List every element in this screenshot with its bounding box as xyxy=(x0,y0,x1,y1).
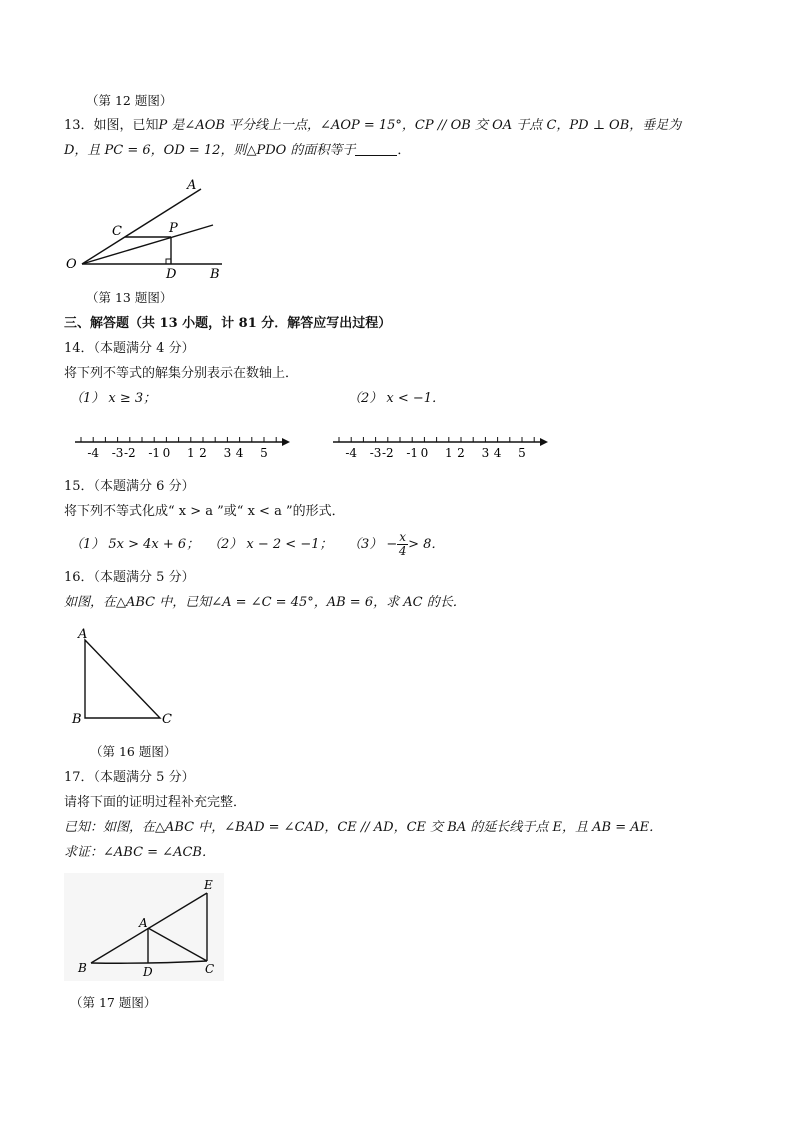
q13-text-line1: P 是∠AOB 平分线上一点，∠AOP = 15°，CP // OB 交 OA 于点 C，PD ⊥ OB，垂足为 xyxy=(158,118,682,133)
q15-part3-tail: > 8． xyxy=(408,537,445,552)
axis1-tick-label: -4 xyxy=(87,446,100,460)
q15-prompt: 将下列不等式化成“ x > a ”或“ x < a ”的形式． xyxy=(64,504,345,519)
q16-title: 16．（本题满分 5 分） xyxy=(64,570,195,585)
q14-title: 14．（本题满分 4 分） xyxy=(64,341,195,356)
q16-text: 如图，在△ABC 中，已知∠A = ∠C = 45°，AB = 6，求 AC 的长． xyxy=(64,595,466,610)
axis1-tick-label: 0 xyxy=(162,446,171,460)
q16-point-a-label: A xyxy=(78,627,88,642)
q13-text-line2: D，且 PC = 6，OD = 12，则△PDO 的面积等于 xyxy=(64,143,356,158)
axis2-tick-label: 3 xyxy=(481,446,490,460)
axis2-tick-label: -1 xyxy=(406,446,419,460)
q17-point-e-label: E xyxy=(204,878,213,892)
q17-point-b-label: B xyxy=(78,961,87,975)
axis1-tick-label: 4 xyxy=(235,446,244,460)
point-b-label: B xyxy=(210,267,220,282)
q16-caption: （第 16 题图） xyxy=(90,744,177,759)
fraction-denominator: 4 xyxy=(398,544,407,558)
q15-title: 15．（本题满分 6 分） xyxy=(64,479,195,494)
q12-caption: （第 12 题图） xyxy=(86,93,173,108)
point-d-label: D xyxy=(166,267,177,282)
q15-part1: （1） 5x > 4x + 6； xyxy=(70,537,200,552)
axis2-tick-label: 2 xyxy=(457,446,465,460)
q17-title: 17．（本题满分 5 分） xyxy=(64,770,195,785)
q14-prompt: 将下列不等式的解集分别表示在数轴上． xyxy=(64,366,299,381)
point-a-label: A xyxy=(187,178,197,193)
axis2-tick-label: -2 xyxy=(381,446,394,460)
q17-point-c-label: C xyxy=(205,962,215,976)
axis1-tick-label: 5 xyxy=(260,446,268,460)
axis2-tick-label: 1 xyxy=(444,446,453,460)
q13-caption: （第 13 题图） xyxy=(86,290,173,305)
axis1-tick-label: 2 xyxy=(199,446,207,460)
q14-part2: （2） x < −1． xyxy=(348,391,446,406)
q17-prompt: 请将下面的证明过程补充完整． xyxy=(64,795,247,810)
fraction-numerator: x xyxy=(399,530,407,544)
axis1-tick-label: 1 xyxy=(186,446,195,460)
q13-text-line2-end: ． xyxy=(397,143,411,158)
point-p-label: P xyxy=(169,221,178,236)
point-c-label: C xyxy=(112,224,122,239)
q17-given: 已知：如图，在△ABC 中，∠BAD = ∠CAD，CE // AD，CE 交 BA 的延长线于点 E，且 AB = AE． xyxy=(64,820,663,835)
q17-point-d-label: D xyxy=(143,965,153,979)
axis1-tick-label: -2 xyxy=(123,446,136,460)
axis1-tick-label: -1 xyxy=(148,446,161,460)
q15-part2: （2） x − 2 < −1； xyxy=(208,537,333,552)
q13-label: 13．如图，已知 xyxy=(64,118,159,133)
axis2-tick-label: 4 xyxy=(493,446,502,460)
axis2-tick-label: 5 xyxy=(518,446,526,460)
axis2-tick-label: -4 xyxy=(345,446,358,460)
axis1-tick-label: 3 xyxy=(223,446,232,460)
axis2-tick-label: 0 xyxy=(420,446,429,460)
section3-heading: 三、解答题（共 13 小题，计 81 分．解答应写出过程） xyxy=(64,316,392,331)
q17-point-a-label: A xyxy=(139,916,148,930)
point-o-label: O xyxy=(66,257,77,272)
q14-part1: （1） x ≥ 3； xyxy=(70,391,157,406)
q16-point-b-label: B xyxy=(72,712,82,727)
q16-point-c-label: C xyxy=(162,712,172,727)
q17-prove: 求证：∠ABC = ∠ACB． xyxy=(64,845,215,860)
axis2-tick-label: -3 xyxy=(369,446,382,460)
q17-caption: （第 17 题图） xyxy=(70,995,157,1010)
q15-part3-label: （3） − xyxy=(348,537,398,552)
axis1-tick-label: -3 xyxy=(111,446,124,460)
